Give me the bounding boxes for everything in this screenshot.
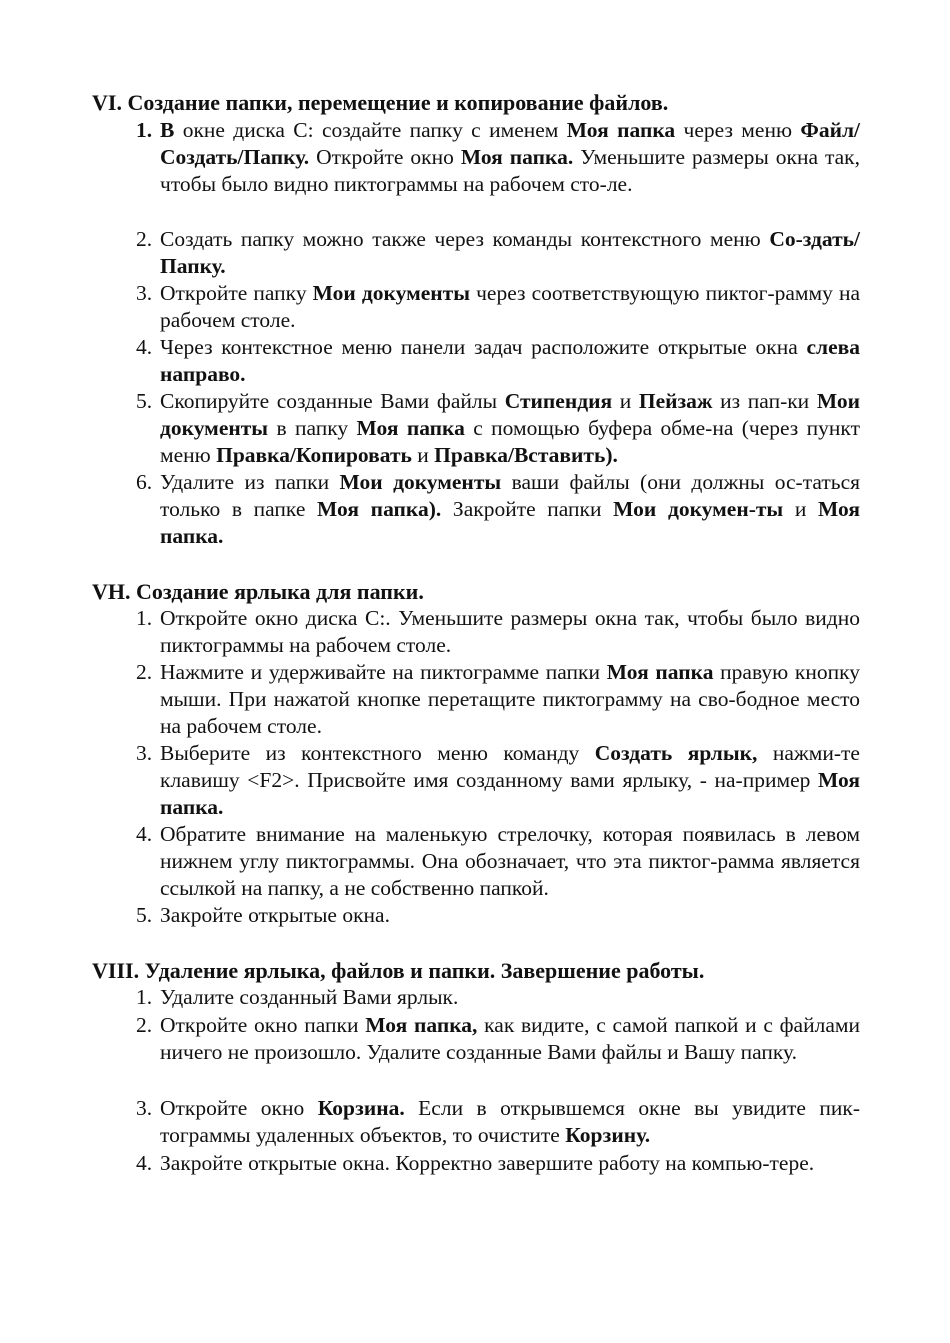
text-run: Откройте окно — [309, 145, 461, 169]
text-run: Создать папку можно также через команды контекстного меню — [160, 227, 770, 251]
item-number: 4. — [136, 822, 153, 846]
item-number: 1. — [136, 606, 153, 630]
bold-term: Мои докумен-ты — [613, 497, 784, 521]
item-text — [160, 117, 860, 198]
text-run: через соответствующую пиктог-рамму на рабочем столе. — [160, 281, 860, 332]
text-run: Нажмите и удерживайте на пиктограмме папки — [160, 660, 607, 684]
item-number: 2. — [136, 1013, 153, 1037]
text-run: и — [783, 497, 819, 521]
list-item — [136, 821, 860, 902]
bold-term: Моя папка — [356, 416, 465, 440]
text-run: окне диска С: создайте папку с именем — [174, 118, 567, 142]
item-text — [160, 1095, 860, 1149]
list-item — [136, 117, 860, 198]
bold-term: Моя папка — [606, 660, 714, 684]
list-item — [136, 902, 860, 929]
item-text — [160, 334, 860, 388]
text-run: правую кнопку мыши. При нажатой кнопке перетащите пиктограмму на сво-бодное место на рабочем столе. — [160, 660, 860, 738]
list-item — [136, 659, 860, 740]
bold-term: Правка/Вставить). — [434, 443, 618, 467]
text-run: Закройте открытые окна. Корректно завершите работу на компью-тере. — [160, 1151, 815, 1175]
text-run: Обратите внимание на маленькую стрелочку, которая появилась в левом нижнем углу пиктограммы. Она обозначает, что эта пиктог-рамма является ссылкой на папку, а не собственно папкой. — [160, 822, 860, 900]
text-run: как видите, с самой папкой и с файлами ничего не произошло. Удалите созданные Вами файлы и Вашу папку. — [160, 1013, 860, 1064]
item-text — [160, 605, 860, 659]
text-run: Откройте окно папки — [160, 1013, 366, 1037]
bold-term: Со-здать/Папку. — [160, 227, 860, 278]
bold-term: Моя папка. — [160, 768, 860, 819]
bold-term: Мои документы — [312, 281, 470, 305]
item-text — [160, 1150, 860, 1177]
item-text — [160, 280, 860, 334]
text-run: Уменьшите размеры окна так, чтобы было видно пиктограммы на рабочем сто-ле. — [160, 145, 860, 196]
item-number: 1. — [136, 118, 153, 142]
bold-term: Моя папка. — [160, 497, 861, 548]
text-run: Закройте открытые окна. — [160, 903, 390, 927]
list-item — [136, 1012, 860, 1066]
item-text — [160, 984, 860, 1011]
item-number: 4. — [136, 335, 153, 359]
bold-term: Правка/Копировать — [216, 443, 412, 467]
list-item — [136, 226, 860, 280]
item-number: 6. — [136, 470, 153, 494]
bold-term: Корзина. — [317, 1096, 405, 1120]
text-run: нажми-те клавишу <F2>. Присвойте имя созданному вами ярлыку, - на-пример — [160, 741, 860, 792]
list-item — [136, 1150, 860, 1177]
bold-term: Файл/Создать/Папку. — [160, 118, 861, 169]
bold-term: Мои документы — [160, 389, 860, 440]
text-run: с помощью буфера обме-на (через пункт меню — [160, 416, 860, 467]
list-item — [136, 334, 860, 388]
section-heading-vii: VH. Создание ярлыка для папки. — [92, 579, 424, 604]
text-run: Выберите из контекстного меню команду — [160, 741, 595, 765]
text-run: и — [612, 389, 639, 413]
bold-term: Моя папка — [566, 118, 676, 142]
bold-term: Моя папка). — [317, 497, 442, 521]
item-number: 2. — [136, 227, 153, 251]
bold-term: слева направо. — [160, 335, 860, 386]
item-number: 3. — [136, 1096, 153, 1120]
text-run: и — [411, 443, 435, 467]
bold-term: Пейзаж — [638, 389, 713, 413]
list-item — [136, 388, 860, 469]
text-run: через меню — [675, 118, 801, 142]
bold-term: В — [160, 118, 175, 142]
bold-term: Мои документы — [339, 470, 502, 494]
item-number: 3. — [136, 741, 153, 765]
list-item — [136, 1095, 860, 1149]
item-text — [160, 226, 860, 280]
text-run: Если в открывшемся окне вы увидите пик-тограммы удаленных объектов, то очистите — [160, 1096, 861, 1147]
bold-term: Создать ярлык, — [594, 741, 758, 765]
bold-term: Стипендия — [504, 389, 613, 413]
text-run: Скопируйте созданные Вами файлы — [160, 389, 505, 413]
section-heading-viii: VIII. Удаление ярлыка, файлов и папки. Завершение работы. — [92, 958, 705, 983]
text-run: из пап-ки — [712, 389, 817, 413]
text-run: Удалите созданный Вами ярлык. — [160, 985, 459, 1009]
item-text — [160, 388, 860, 469]
bold-term: Моя папка, — [365, 1013, 478, 1037]
item-number: 5. — [136, 903, 153, 927]
text-run: Закройте папки — [441, 497, 614, 521]
item-text — [160, 469, 860, 550]
text-run: в папку — [268, 416, 357, 440]
text-run: Откройте окно — [160, 1096, 318, 1120]
text-run: Через контекстное меню панели задач расположите открытые окна — [160, 335, 807, 359]
item-text — [160, 1012, 860, 1066]
list-item — [136, 469, 860, 550]
list-item — [136, 740, 860, 821]
list-item — [136, 984, 860, 1011]
item-number: 2. — [136, 660, 153, 684]
item-text — [160, 902, 860, 929]
item-text — [160, 821, 860, 902]
item-number: 3. — [136, 281, 153, 305]
bold-term: Моя папка. — [460, 145, 574, 169]
text-run: Откройте окно диска С:. Уменьшите размеры окна так, чтобы было видно пиктограммы на рабочем столе. — [160, 606, 860, 657]
bold-term: Корзину. — [565, 1123, 651, 1147]
item-number: 1. — [136, 985, 153, 1009]
text-run: Удалите из папки — [160, 470, 340, 494]
list-item — [136, 280, 860, 334]
text-run: ваши файлы (они должны ос-таться только в папке — [160, 470, 860, 521]
item-number: 4. — [136, 1151, 153, 1175]
list-item — [136, 605, 860, 659]
item-number: 5. — [136, 389, 153, 413]
item-text — [160, 659, 860, 740]
section-heading-vi: VI. Создание папки, перемещение и копирование файлов. — [92, 90, 669, 115]
text-run: Откройте папку — [160, 281, 313, 305]
item-text — [160, 740, 860, 821]
